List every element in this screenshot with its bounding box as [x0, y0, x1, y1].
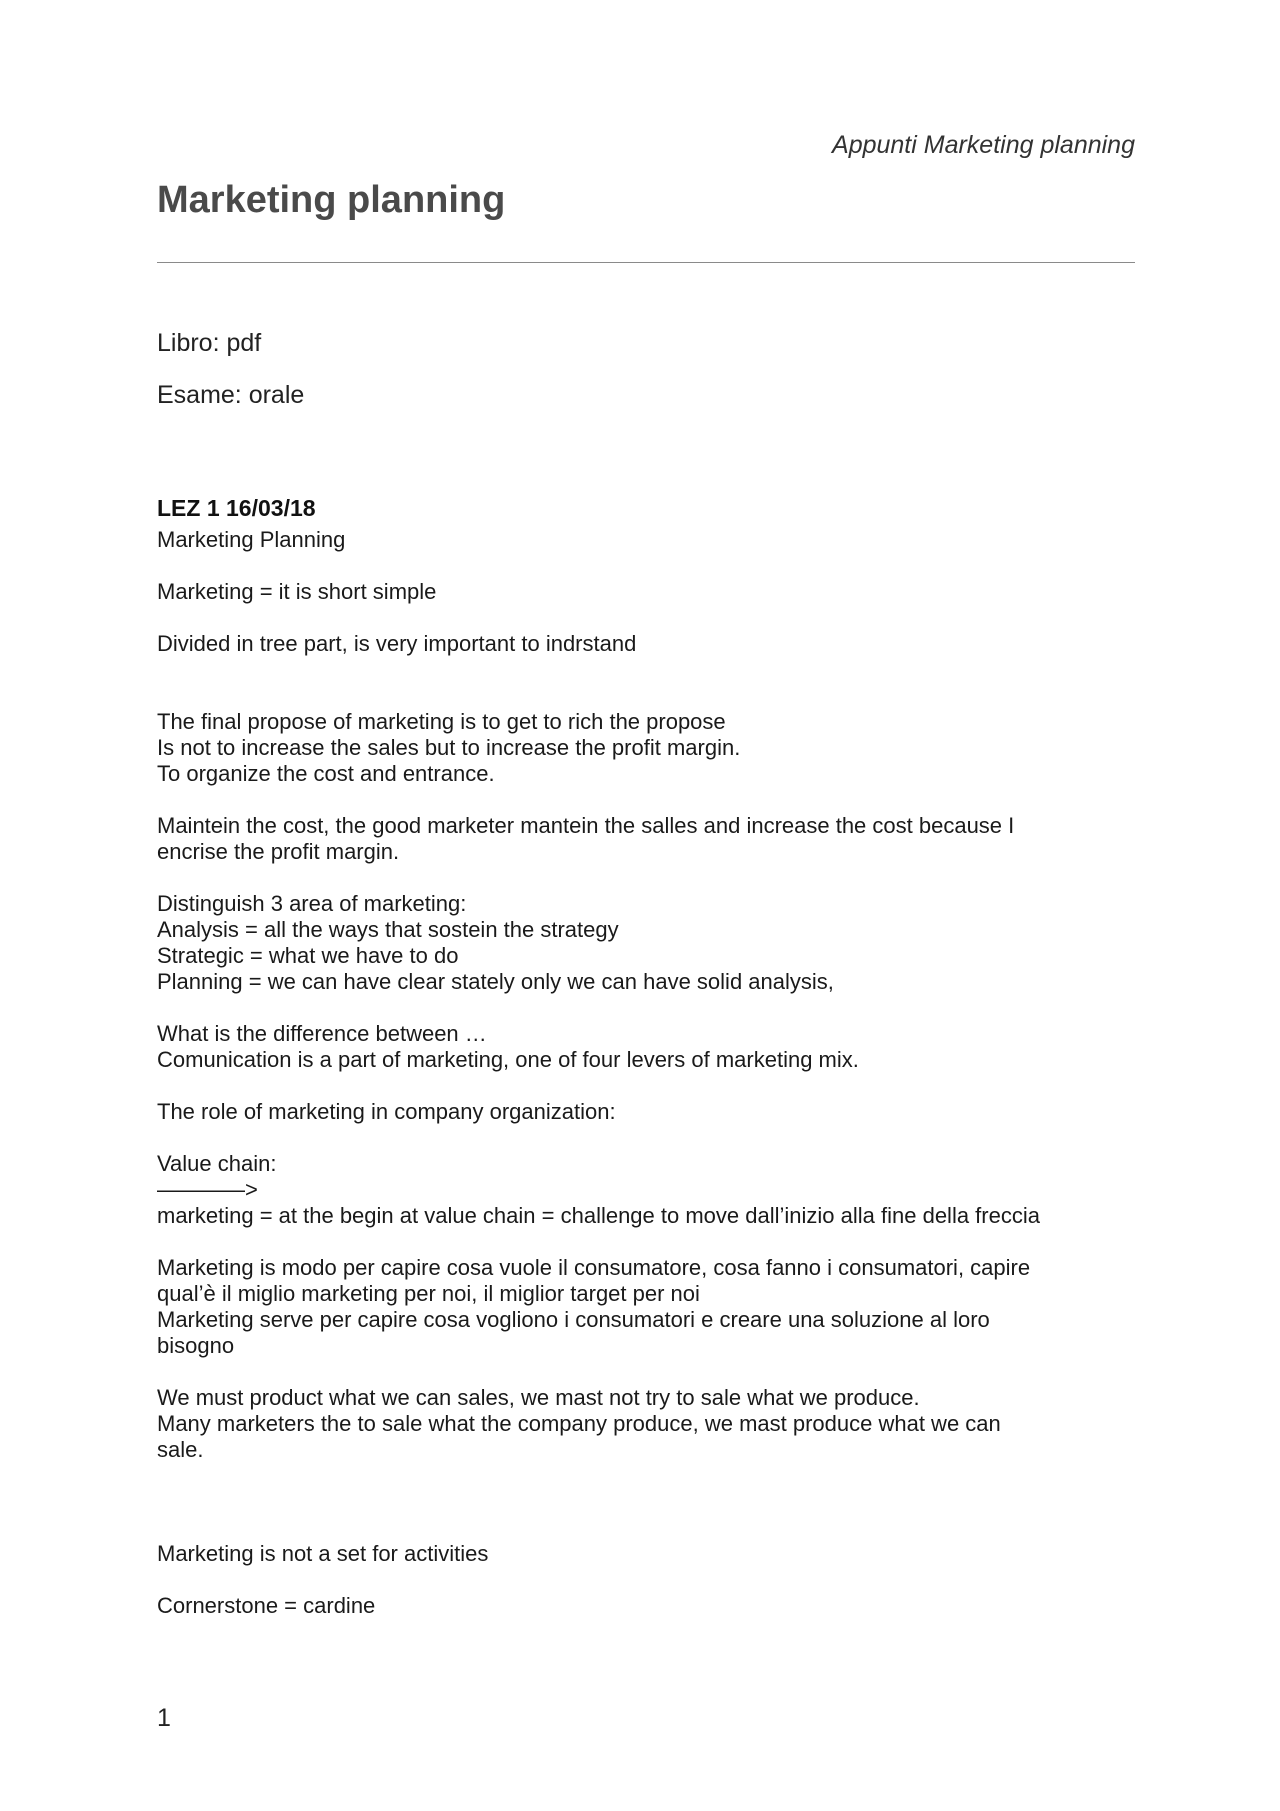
- paragraph-gap: [157, 657, 1135, 683]
- note-line: To organize the cost and entrance.: [157, 761, 495, 786]
- note-line: Maintein the cost, the good marketer mantein the salles and increase the cost because I: [157, 813, 1015, 838]
- paragraph-gap: [157, 1515, 1135, 1541]
- paragraph-gap: [157, 865, 1135, 891]
- note-line: We must product what we can sales, we mast not try to sale what we produce.: [157, 1385, 920, 1410]
- note-line: Distinguish 3 area of marketing:: [157, 891, 467, 916]
- title-divider: [157, 262, 1135, 263]
- note-line: Analysis = all the ways that sostein the strategy: [157, 917, 619, 942]
- document-title: Marketing planning: [157, 179, 506, 221]
- paragraph-gap: [157, 553, 1135, 579]
- lesson-notes: [157, 527, 1135, 1619]
- paragraph-gap: [157, 1073, 1135, 1099]
- paragraph-gap: [157, 1489, 1135, 1515]
- note-line: Many marketers the to sale what the company produce, we mast produce what we can: [157, 1411, 1001, 1436]
- note-line: The final propose of marketing is to get to rich the propose: [157, 709, 726, 734]
- running-header: Appunti Marketing planning: [832, 131, 1135, 159]
- note-line: Marketing = it is short simple: [157, 579, 437, 604]
- meta-libro: Libro: pdf: [157, 329, 262, 357]
- paragraph-gap: [157, 1229, 1135, 1255]
- note-line: encrise the profit margin.: [157, 839, 400, 864]
- note-line: Strategic = what we have to do: [157, 943, 459, 968]
- note-line: Value chain:: [157, 1151, 277, 1176]
- paragraph-gap: [157, 1567, 1135, 1593]
- note-line: Marketing serve per capire cosa vogliono i consumatori e creare una soluzione al loro: [157, 1307, 990, 1332]
- paragraph-gap: [157, 1125, 1135, 1151]
- note-line: What is the difference between …: [157, 1021, 487, 1046]
- page-number: 1: [157, 1704, 171, 1732]
- note-line: The role of marketing in company organization:: [157, 1099, 616, 1124]
- note-line: marketing = at the begin at value chain = challenge to move dall’inizio alla fine della freccia: [157, 1203, 1040, 1228]
- note-line: Cornerstone = cardine: [157, 1593, 376, 1618]
- note-line: qual’è il miglio marketing per noi, il miglior target per noi: [157, 1281, 700, 1306]
- lesson-heading: LEZ 1 16/03/18: [157, 495, 316, 521]
- note-line: ————>: [157, 1177, 258, 1202]
- paragraph-gap: [157, 683, 1135, 709]
- note-line: sale.: [157, 1437, 204, 1462]
- paragraph-gap: [157, 787, 1135, 813]
- paragraph-gap: [157, 1359, 1135, 1385]
- note-line: Comunication is a part of marketing, one of four levers of marketing mix.: [157, 1047, 859, 1072]
- note-line: Is not to increase the sales but to increase the profit margin.: [157, 735, 741, 760]
- paragraph-gap: [157, 605, 1135, 631]
- note-line: Marketing Planning: [157, 527, 346, 552]
- paragraph-gap: [157, 1463, 1135, 1489]
- note-line: Marketing is not a set for activities: [157, 1541, 489, 1566]
- note-line: bisogno: [157, 1333, 235, 1358]
- note-line: Marketing is modo per capire cosa vuole il consumatore, cosa fanno i consumatori, capire: [157, 1255, 1031, 1280]
- note-line: Divided in tree part, is very important to indrstand: [157, 631, 637, 656]
- note-line: Planning = we can have clear stately only we can have solid analysis,: [157, 969, 834, 994]
- meta-esame: Esame: orale: [157, 381, 305, 409]
- paragraph-gap: [157, 995, 1135, 1021]
